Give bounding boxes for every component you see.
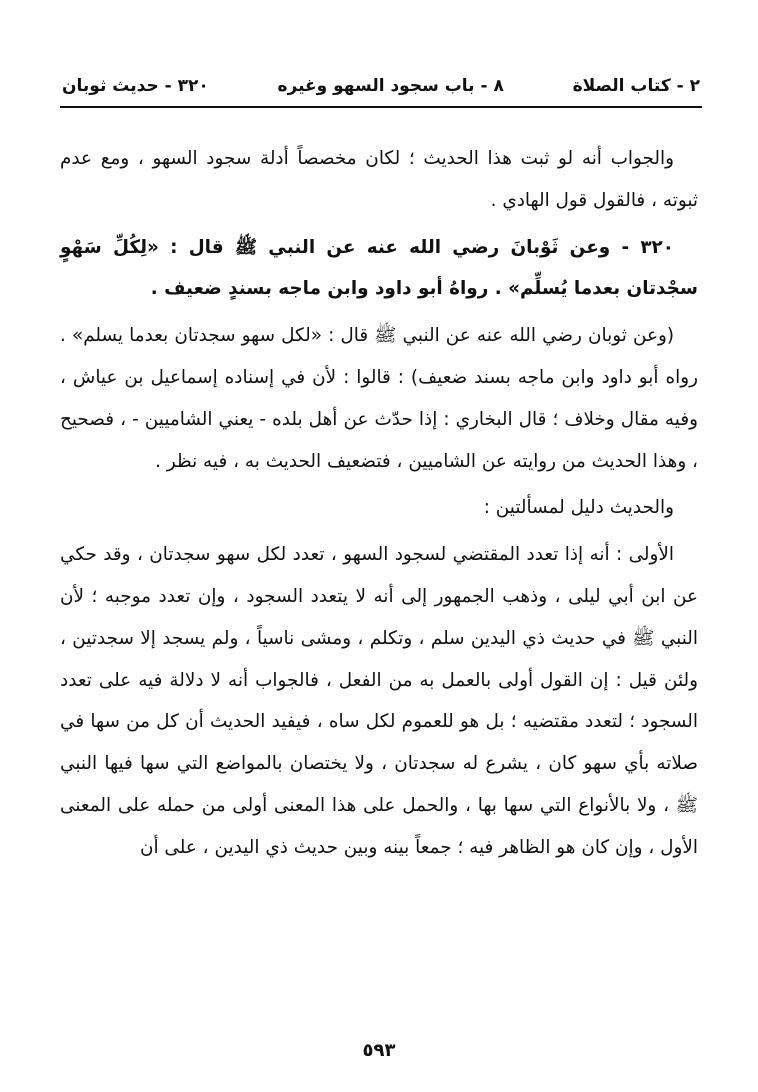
paragraph-two-issues: والحديث دليل لمسألتين : bbox=[483, 497, 674, 519]
header-book-title: ٢ - كتاب الصلاة bbox=[572, 76, 700, 96]
header-divider bbox=[60, 106, 702, 108]
running-header bbox=[62, 68, 700, 104]
body-text bbox=[60, 138, 698, 874]
paragraph-answer: والجواب أنه لو ثبت هذا الحديث ؛ لكان مخصصاً أدلة سجود السهو ، ومع عدم ثبوته ، فالقول قول الهادي . bbox=[60, 148, 698, 211]
header-hadith-title: ٣٢٠ - حديث ثوبان bbox=[62, 76, 209, 96]
paragraph-commentary: (وعن ثوبان رضي الله عنه عن النبي ﷺ قال : «لكل سهو سجدتان بعدما يسلم» . رواه أبو داود وابن ماجه بسند ضعيف) : قالوا : لأن في إسناده إسماعيل بن عياش ، وفيه مقال وخلاف ؛ قال البخاري : إذا حدّث عن أهل بلده - يعني الشاميين - ، فصحيح ، وهذا الحديث من روايته عن الشاميين ، فتضعيف الحديث به ، فيه نظر . bbox=[60, 325, 698, 472]
page-number: ٥٩٣ bbox=[362, 1040, 396, 1061]
paragraph-first-issue: الأولى : أنه إذا تعدد المقتضي لسجود السهو ، تعدد لكل سهو سجدتان ، وقد حكي عن ابن أبي ليلى ، وذهب الجمهور إلى أنه لا يتعدد السجود ، وإن تعدد موجبه ؛ لأن النبي ﷺ في حديث ذي اليدين سلم ، وتكلم ، ومشى ناسياً ، ولم يسجد إلا سجدتين ، ولئن قيل : إن القول أولى بالعمل به من الفعل ، فالجواب أنه لا دلالة فيه على تعدد السجود ؛ لتعدد مقتضيه ؛ بل هو للعموم لكل ساه ، فيفيد الحديث أن كل من سها في صلاته بأي سهو كان ، يشرع له سجدتان ، ولا يختصان بالمواضع التي سها فيها النبي ﷺ ، ولا بالأنواع التي سها بها ، والحمل على هذا المعنى أولى من حمله على المعنى الأول ، وإن كان هو الظاهر فيه ؛ جمعاً بينه وبين حديث ذي اليدين ، على أن bbox=[60, 544, 698, 858]
header-chapter-title: ٨ - باب سجود السهو وغيره bbox=[277, 76, 504, 96]
paragraph-hadith-320: ٣٢٠ - وعن ثَوْبانَ رضي الله عنه عن النبي ﷺ قال : «لِكُلِّ سَهْوٍ سجْدتان بعدما يُسلِّم» . رواهُ أبو داود وابن ماجه بسندٍ ضعيف . bbox=[60, 236, 698, 300]
